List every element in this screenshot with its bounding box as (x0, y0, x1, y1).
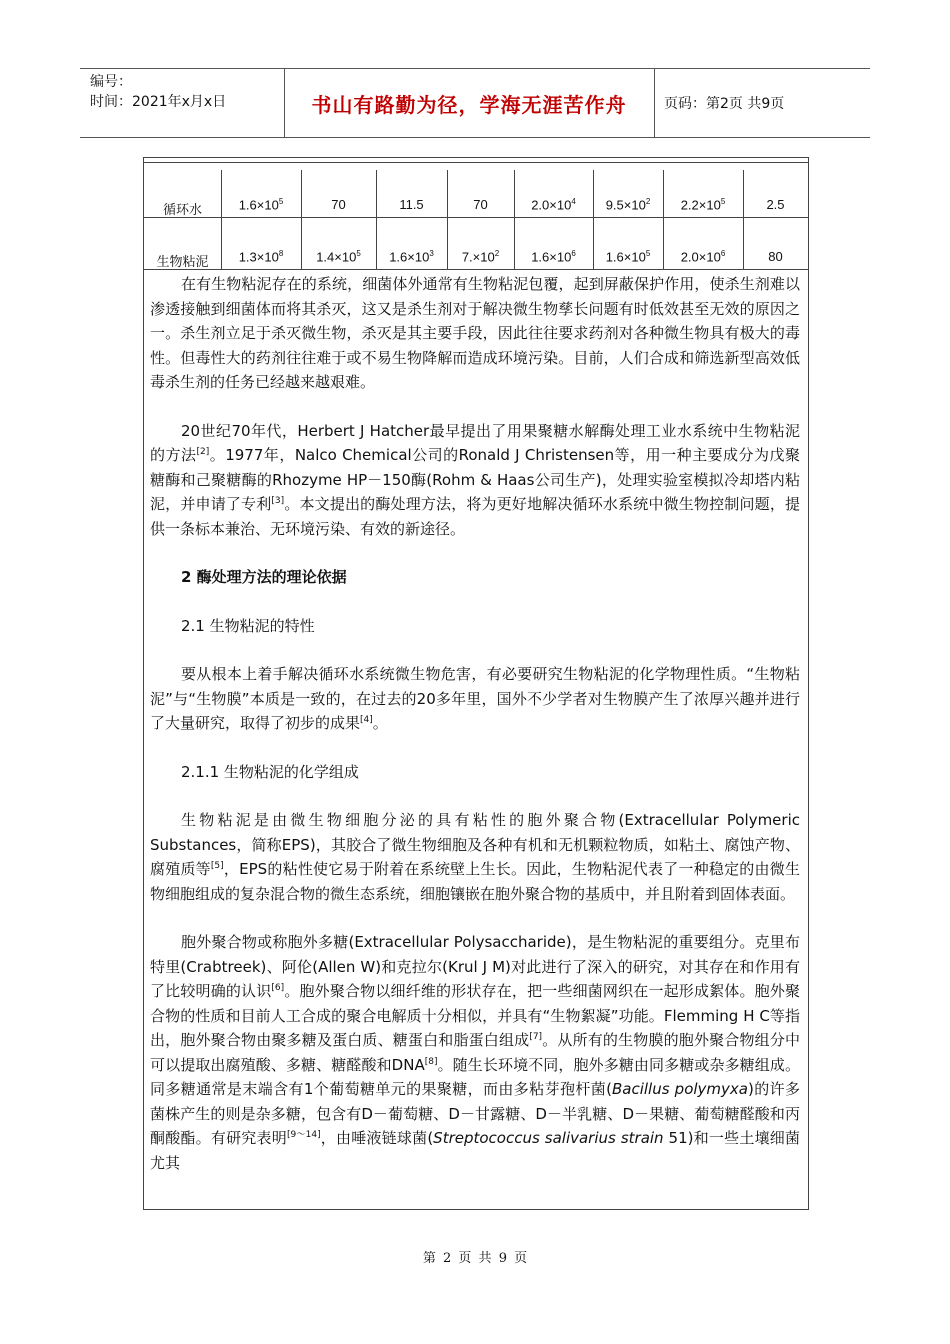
table-cell: 80 (768, 249, 783, 264)
table-cell: $2.2\times 10^5$ (680, 197, 726, 213)
table-cell: 70 (473, 197, 488, 212)
table-cell: $1.6\times 10^3$ (389, 249, 434, 265)
table-row-divider (144, 217, 808, 218)
document-time: 时间：2021年x月x日 (90, 94, 227, 110)
table-row-label: 生物粘泥 (156, 255, 209, 270)
paragraph: 胞外聚合物或称胞外多糖(Extracellular Polysaccharide)，是生物粘泥的重要组分。克里布特里(Crabtreek)、阿伦(Allen W)和克拉尔(Krul J M)对此进行了深入的研究，对其存在和作用有了比较明确的认识[6]。胞外聚合物以细纤维的形状存在，把一些细菌网织在一起形成絮体。胞外聚合物的性质和目前人工合成的聚合电解质十分相似，并具有“生物絮凝”功能。Flemming H C等指出，胞外聚合物由聚多糖及蛋白质、糖蛋白和脂蛋白组成[7]。从所有的生物膜的胞外聚合物组分中可以提取出腐殖酸、多糖、糖醛酸和DNA[8]。随生长环境不同，胞外多糖由同多糖或杂多糖组成。同多糖通常是末端含有1个葡萄糖单元的果聚糖，而由多粘芽孢杆菌(Bacillus polymyxa)的许多菌株产生的则是杂多糖，包含有D－葡萄糖、D－甘露糖、D－半乳糖、D－果糖、葡萄糖醛酸和丙酮酸酯。有研究表明[9～14]，由唾液链球菌(Streptococcus salivarius strain 51)和一些土壤细菌尤其 (150, 933, 800, 1172)
table-top-rule (144, 162, 808, 163)
table-cell: $9.5\times 10^2$ (605, 197, 651, 213)
table-cell: 2.5 (766, 197, 785, 212)
page-footer: 第 2 页 共 9 页 (422, 1251, 528, 1266)
paragraph: 生物粘泥是由微生物细胞分泌的具有粘性的胞外聚合物(Extracellular Polymeric Substances，简称EPS)，其胶合了微生物细胞及各种有机和无机颗粒物质，如粘土、腐蚀产物、腐殖质等[5]，EPS的粘性使它易于附着在系统壁上生长。因此，生物粘泥代表了一种稳定的由微生物细胞组成的复杂混合物的微生态系统，细胞镶嵌在胞外聚合物的基质中，并且附着到固体表面。 (150, 811, 800, 903)
table-bottom-rule (144, 269, 808, 270)
subsection-heading: 2.1.1 生物粘泥的化学组成 (181, 762, 359, 781)
paragraph: 在有生物粘泥存在的系统，细菌体外通常有生物粘泥包覆，起到屏蔽保护作用，使杀生剂难以渗透接触到细菌体而将其杀灭，这又是杀生剂对于解决微生物孳长问题有时低效甚至无效的原因之一。杀生剂立足于杀灭微生物，杀灭是其主要手段，因此往往要求药剂对各种微生物具有极大的毒性。但毒性大的药剂往往难于或不易生物降解而造成环境污染。目前，人们合成和筛选新型高效低毒杀生剂的任务已经越来越艰难。 (150, 275, 800, 391)
table-cell: $1.3\times 10^8$ (238, 249, 284, 265)
subsection-heading: 2.1 生物粘泥的特性 (181, 616, 315, 635)
header-page-number: 页码：第2页 共9页 (664, 96, 785, 112)
table-cell: $2.0\times 10^4$ (531, 197, 576, 213)
header-motto: 书山有路勤为径，学海无涯苦作舟 (311, 93, 627, 117)
header-divider (654, 69, 655, 137)
section-heading: 2 酶处理方法的理论依据 (181, 568, 347, 586)
paragraph: 要从根本上着手解决循环水系统微生物危害，有必要研究生物粘泥的化学物理性质。“生物粘泥”与“生物膜”本质是一致的，在过去的20多年里，国外不少学者对生物膜产生了浓厚兴趣并进行了大量研究，取得了初步的成果[4]。 (150, 665, 800, 732)
table-cell: $1.4\times 10^5$ (316, 249, 361, 265)
page-header (80, 68, 870, 138)
table-cell: $1.6\times 10^5$ (238, 197, 284, 213)
table-cell: $1.6\times 10^6$ (531, 249, 576, 265)
table-cell: $2.0\times 10^6$ (680, 249, 726, 265)
table-cell: $7.\times 10^2$ (461, 249, 500, 265)
table-row-label: 循环水 (162, 203, 202, 218)
body-text (150, 272, 800, 1175)
table-cell: 70 (331, 197, 346, 212)
paragraph: 20世纪70年代，Herbert J Hatcher最早提出了用果聚糖水解酶处理工业水系统中生物粘泥的方法[2]。1977年，Nalco Chemical公司的Ronald J Christensen等，用一种主要成分为戊聚糖酶和己聚糖酶的Rhozyme HP－150酶(Rohm & Haas公司生产)，处理实验室模拟冷却塔内粘泥，并申请了专利[3]。本文提出的酶处理方法，将为更好地解决循环水系统中微生物控制问题，提供一条标本兼治、无环境污染、有效的新途径。 (150, 421, 800, 538)
document-code: 编号： (90, 74, 132, 90)
table-cell: $1.6\times 10^5$ (605, 249, 651, 265)
table-cell: 11.5 (399, 197, 424, 212)
